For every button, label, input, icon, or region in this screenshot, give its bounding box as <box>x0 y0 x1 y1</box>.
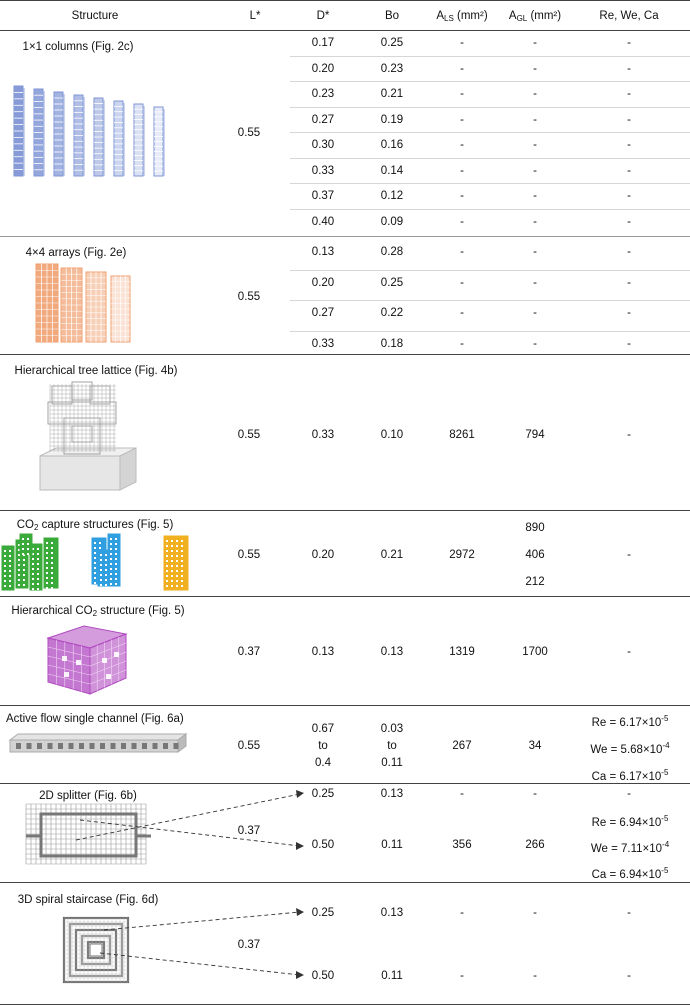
hco2-l: 0.37 <box>237 646 261 658</box>
spiral-agl-2: - <box>533 970 537 982</box>
co2-agl-1: 890 <box>525 522 545 534</box>
arrays-row-bo-2: 0.25 <box>380 276 404 289</box>
columns-row-re-5: - <box>627 139 631 151</box>
columns-row-re-7: - <box>627 190 631 202</box>
arrays-row-d-3: 0.27 <box>311 307 335 319</box>
section-title-spiral: 3D spiral staircase (Fig. 6d) <box>17 894 159 906</box>
arrays-row-bo-3: 0.22 <box>380 307 404 319</box>
arrays-row-d-2: 0.20 <box>311 276 335 289</box>
co2-bo: 0.21 <box>380 549 404 561</box>
columns-row-bo-7: 0.12 <box>380 190 404 202</box>
columns-row-bo-5: 0.16 <box>380 139 404 151</box>
row-divider <box>290 270 690 271</box>
columns-row-agl-1: - <box>533 37 537 49</box>
columns-row-agl-7: - <box>533 190 537 202</box>
spiral-als-2: - <box>460 970 464 982</box>
spiral-agl-1: - <box>533 907 537 919</box>
row-divider <box>290 183 690 184</box>
section-rule <box>0 236 690 237</box>
arrays-row-re-4: - <box>627 337 631 350</box>
row-divider <box>290 158 690 159</box>
arrays-row-als-3: - <box>460 307 464 319</box>
tree-als: 8261 <box>449 429 475 441</box>
splitter-l: 0.37 <box>237 825 261 837</box>
active-agl: 34 <box>528 740 542 752</box>
splitter-agl-1: - <box>533 788 537 800</box>
tree-agl: 794 <box>525 429 545 441</box>
columns-row-bo-4: 0.19 <box>380 113 404 126</box>
section-title-co2: $CO_2$ capture structures (Fig. 5) <box>16 519 174 532</box>
section-rule <box>0 882 690 883</box>
section-title-tree: Hierarchical tree lattice (Fig. 4b) <box>14 365 178 377</box>
splitter-als-1: - <box>460 788 464 800</box>
active-we: $We = 5.68\times 10^{-4}$ <box>590 741 670 756</box>
row-divider <box>290 132 690 133</box>
row-divider <box>290 56 690 57</box>
splitter-d-1: 0.25 <box>311 788 335 800</box>
spiral-arrows <box>0 900 330 1000</box>
tree-bo: 0.10 <box>380 429 404 441</box>
row-divider <box>290 209 690 210</box>
columns-row-agl-8: - <box>533 215 537 228</box>
columns-row-re-3: - <box>627 88 631 100</box>
header-re-we-ca: Re, We, Ca <box>599 10 659 22</box>
columns-row-als-8: - <box>460 215 464 228</box>
section-rule <box>0 705 690 706</box>
spiral-d-1: 0.25 <box>311 907 335 919</box>
columns-row-bo-8: 0.09 <box>380 215 404 228</box>
section-title-splitter: 2D splitter (Fig. 6b) <box>39 790 137 802</box>
columns-row-d-1: 0.17 <box>311 37 335 49</box>
hierarchical-co2-figure <box>44 618 144 698</box>
columns-row-bo-1: 0.25 <box>380 37 404 49</box>
columns-row-d-2: 0.20 <box>311 62 335 75</box>
columns-row-d-8: 0.40 <box>311 215 335 228</box>
active-re: $Re = 6.17\times 10^{-5}$ <box>591 714 669 729</box>
arrays-row-re-3: - <box>627 307 631 319</box>
hco2-bo: 0.13 <box>380 646 404 658</box>
columns-row-d-4: 0.27 <box>311 113 335 126</box>
arrays-figure <box>30 258 170 348</box>
tree-d: 0.33 <box>311 429 335 441</box>
tree-l: 0.55 <box>237 429 261 441</box>
co2-agl-2: 406 <box>525 549 545 561</box>
section-rule <box>0 510 690 511</box>
columns-row-bo-3: 0.21 <box>380 88 404 100</box>
columns-row-als-5: - <box>460 139 464 151</box>
spiral-re-1: - <box>627 907 631 919</box>
tree-lattice-figure <box>30 380 140 500</box>
header-agl: $A_{GL}$ (mm²) <box>508 10 562 23</box>
columns-row-als-2: - <box>460 62 464 75</box>
co2-als: 2972 <box>449 549 475 561</box>
active-flow-channel-figure <box>8 732 188 756</box>
active-d-1: 0.67 <box>311 723 335 735</box>
hco2-d: 0.13 <box>311 646 335 658</box>
arrays-row-als-2: - <box>460 276 464 289</box>
header-rule <box>0 30 690 31</box>
columns-row-d-5: 0.30 <box>311 139 335 151</box>
columns-row-re-4: - <box>627 113 631 126</box>
splitter-re-1: - <box>627 788 631 800</box>
columns-row-agl-2: - <box>533 62 537 75</box>
splitter-ca: $Ca = 6.94\times 10^{-5}$ <box>591 866 669 881</box>
active-d-3: 0.4 <box>315 757 331 769</box>
spiral-re-2: - <box>627 970 631 982</box>
section-rule <box>0 596 690 597</box>
table-bottom-rule <box>0 1004 690 1005</box>
arrays-row-d-1: 0.13 <box>311 246 335 258</box>
header-als: $A_{LS}$ (mm²) <box>436 10 488 23</box>
spiral-d-2: 0.50 <box>311 970 335 982</box>
arrays-row-re-1: - <box>627 246 631 258</box>
columns-row-als-1: - <box>460 37 464 49</box>
header-l: L* <box>249 10 261 22</box>
header-d: D* <box>316 10 330 22</box>
arrays-row-agl-3: - <box>533 307 537 319</box>
columns-row-als-6: - <box>460 164 464 177</box>
table-top-rule <box>0 0 690 1</box>
header-bo: Bo <box>384 10 400 22</box>
columns-row-re-6: - <box>627 164 631 177</box>
row-divider <box>290 300 690 301</box>
arrays-row-bo-4: 0.18 <box>380 337 404 350</box>
spiral-bo-1: 0.13 <box>380 907 404 919</box>
splitter-arrows <box>0 780 330 860</box>
row-divider <box>290 81 690 82</box>
arrays-row-d-4: 0.33 <box>311 337 335 350</box>
row-divider <box>290 107 690 108</box>
arrays-l: 0.55 <box>237 291 261 303</box>
columns-row-agl-3: - <box>533 88 537 100</box>
columns-row-bo-6: 0.14 <box>380 164 404 177</box>
active-l: 0.55 <box>237 740 261 752</box>
columns-row-agl-5: - <box>533 139 537 151</box>
co2-capture-figure <box>0 532 200 596</box>
active-d-2: to <box>318 740 328 752</box>
columns-row-agl-4: - <box>533 113 537 126</box>
arrays-row-agl-2: - <box>533 276 537 289</box>
columns-row-d-7: 0.37 <box>311 190 335 202</box>
arrays-row-bo-1: 0.28 <box>380 246 404 258</box>
columns-row-re-1: - <box>627 37 631 49</box>
columns-row-als-7: - <box>460 190 464 202</box>
active-bo-3: 0.11 <box>381 757 403 769</box>
columns-row-d-3: 0.23 <box>311 88 335 100</box>
columns-row-re-8: - <box>627 215 631 228</box>
columns-row-bo-2: 0.23 <box>380 62 404 75</box>
hco2-als: 1319 <box>449 646 475 658</box>
co2-agl-3: 212 <box>525 576 545 588</box>
spiral-als-1: - <box>460 907 464 919</box>
arrays-row-agl-1: - <box>533 246 537 258</box>
columns-row-re-2: - <box>627 62 631 75</box>
co2-d: 0.20 <box>311 549 335 561</box>
section-title-columns: 1×1 columns (Fig. 2c) <box>22 41 134 53</box>
hco2-re: - <box>627 646 631 658</box>
arrays-row-als-1: - <box>460 246 464 258</box>
arrays-row-re-2: - <box>627 276 631 289</box>
tree-re: - <box>627 429 631 441</box>
arrays-row-agl-4: - <box>533 337 537 350</box>
active-bo-1: 0.03 <box>380 723 404 735</box>
row-divider <box>290 331 690 332</box>
columns-row-als-3: - <box>460 88 464 100</box>
splitter-re: $Re = 6.94\times 10^{-5}$ <box>591 814 669 829</box>
spiral-bo-2: 0.11 <box>381 970 403 982</box>
splitter-we: $We = 7.11\times 10^{-4}$ <box>590 840 670 855</box>
columns-row-agl-6: - <box>533 164 537 177</box>
section-title-hco2: Hierarchical $CO_2$ structure (Fig. 5) <box>11 605 185 618</box>
section-rule <box>0 354 690 355</box>
hco2-agl: 1700 <box>522 646 548 658</box>
spiral-l: 0.37 <box>237 939 261 951</box>
columns-row-als-4: - <box>460 113 464 126</box>
co2-re: - <box>627 549 631 561</box>
header-structure: Structure <box>71 10 119 22</box>
splitter-als-2: 356 <box>452 839 472 851</box>
columns-row-d-6: 0.33 <box>311 164 335 177</box>
splitter-agl-2: 266 <box>525 839 545 851</box>
arrays-row-als-4: - <box>460 337 464 350</box>
columns-l: 0.55 <box>237 127 261 139</box>
co2-l: 0.55 <box>237 549 261 561</box>
splitter-bo-1: 0.13 <box>380 788 404 800</box>
columns-figure <box>10 82 190 192</box>
active-als: 267 <box>452 740 472 752</box>
splitter-bo-2: 0.11 <box>381 839 403 851</box>
section-title-arrays: 4×4 arrays (Fig. 2e) <box>25 247 127 259</box>
splitter-d-2: 0.50 <box>311 839 335 851</box>
active-ca: $Ca = 6.17\times 10^{-5}$ <box>591 768 669 783</box>
section-title-active-flow: Active flow single channel (Fig. 6a) <box>6 713 184 725</box>
active-bo-2: to <box>387 740 397 752</box>
